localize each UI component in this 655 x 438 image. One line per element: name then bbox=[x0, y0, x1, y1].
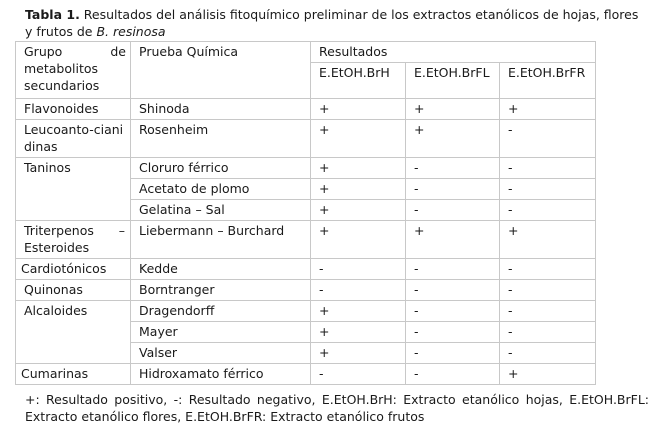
result-fr-cell: - bbox=[500, 200, 596, 221]
table-row bbox=[16, 99, 596, 120]
result-fl-cell: - bbox=[406, 280, 500, 301]
table-row bbox=[16, 364, 596, 385]
result-fr-cell: - bbox=[500, 259, 596, 280]
result-fr-cell: + bbox=[500, 364, 596, 385]
test-cell: Rosenheim bbox=[131, 120, 311, 158]
header-col-h bbox=[311, 63, 406, 99]
group-cell: Quinonas bbox=[16, 280, 131, 301]
test-cell: Hidroxamato férrico bbox=[131, 364, 311, 385]
table-footnote: +: Resultado positivo, -: Resultado negativo, E.EtOH.BrH: Extracto etanólico hojas, E.EtOH.BrFL: Extracto etanólico flores, E.EtOH.BrFR: Extracto etanólico frutos bbox=[25, 392, 649, 424]
header-col-fl-label: E.EtOH.BrFL bbox=[414, 65, 490, 80]
result-fl-cell: - bbox=[406, 343, 500, 364]
test-cell: Shinoda bbox=[131, 99, 311, 120]
result-fr-cell: - bbox=[500, 280, 596, 301]
test-cell: Cloruro férrico bbox=[131, 158, 311, 179]
test-cell: Kedde bbox=[131, 259, 311, 280]
header-col-fr bbox=[500, 63, 596, 99]
caption-label: Tabla 1. bbox=[25, 7, 80, 22]
result-h-cell: + bbox=[311, 343, 406, 364]
result-fr-cell: - bbox=[500, 158, 596, 179]
result-fl-cell: - bbox=[406, 259, 500, 280]
header-group bbox=[16, 42, 131, 99]
results-table bbox=[15, 41, 596, 385]
result-fl-cell: + bbox=[406, 221, 500, 259]
result-fl-cell: + bbox=[406, 99, 500, 120]
test-cell: Gelatina – Sal bbox=[131, 200, 311, 221]
result-fr-cell: + bbox=[500, 99, 596, 120]
test-cell: Mayer bbox=[131, 322, 311, 343]
result-fl-cell: - bbox=[406, 158, 500, 179]
header-col-fr-label: E.EtOH.BrFR bbox=[508, 65, 586, 80]
header-col-fl bbox=[406, 63, 500, 99]
result-h-cell: + bbox=[311, 301, 406, 322]
table-row bbox=[16, 221, 596, 259]
group-cell: Taninos bbox=[16, 158, 131, 221]
result-fr-cell: + bbox=[500, 221, 596, 259]
result-fl-cell: - bbox=[406, 322, 500, 343]
header-col-h-label: E.EtOH.BrH bbox=[319, 65, 390, 80]
result-h-cell: + bbox=[311, 99, 406, 120]
table-row bbox=[16, 280, 596, 301]
caption-species: B. resinosa bbox=[96, 24, 166, 39]
result-fr-cell: - bbox=[500, 120, 596, 158]
test-cell: Acetato de plomo bbox=[131, 179, 311, 200]
result-h-cell: + bbox=[311, 158, 406, 179]
result-fl-cell: + bbox=[406, 120, 500, 158]
result-h-cell: + bbox=[311, 221, 406, 259]
group-cell bbox=[16, 120, 131, 158]
group-cell bbox=[16, 221, 131, 259]
header-results: Resultados bbox=[311, 42, 596, 63]
group-cell: Cumarinas bbox=[16, 364, 131, 385]
result-fr-cell: - bbox=[500, 343, 596, 364]
header-test: Prueba Química bbox=[131, 42, 311, 99]
header-group-label: Grupo de metabolitos secundarios bbox=[24, 44, 126, 93]
test-cell: Valser bbox=[131, 343, 311, 364]
table-row bbox=[16, 158, 596, 179]
result-fr-cell: - bbox=[500, 301, 596, 322]
result-h-cell: - bbox=[311, 364, 406, 385]
group-cell-label: Triterpenos – Esteroides bbox=[24, 223, 125, 255]
result-fl-cell: - bbox=[406, 301, 500, 322]
table-row bbox=[16, 120, 596, 158]
test-cell: Liebermann – Burchard bbox=[131, 221, 311, 259]
result-fl-cell: - bbox=[406, 200, 500, 221]
table-row bbox=[16, 259, 596, 280]
result-h-cell: - bbox=[311, 280, 406, 301]
result-fr-cell: - bbox=[500, 322, 596, 343]
result-h-cell: + bbox=[311, 200, 406, 221]
result-fr-cell: - bbox=[500, 179, 596, 200]
group-cell: Cardiotónicos bbox=[16, 259, 131, 280]
result-h-cell: + bbox=[311, 120, 406, 158]
result-h-cell: + bbox=[311, 322, 406, 343]
caption-text: Resultados del análisis fitoquímico preliminar de los extractos etanólicos de hojas, flores y frutos de bbox=[25, 7, 639, 39]
group-cell: Alcaloides bbox=[16, 301, 131, 364]
table-row bbox=[16, 301, 596, 322]
group-cell: Flavonoides bbox=[16, 99, 131, 120]
table-caption bbox=[25, 6, 649, 40]
result-h-cell: - bbox=[311, 259, 406, 280]
result-fl-cell: - bbox=[406, 179, 500, 200]
group-cell-label: Leucoanto-cianidinas bbox=[24, 122, 124, 154]
result-h-cell: + bbox=[311, 179, 406, 200]
result-fl-cell: - bbox=[406, 364, 500, 385]
test-cell: Dragendorff bbox=[131, 301, 311, 322]
header-row-1 bbox=[16, 42, 596, 63]
test-cell: Borntranger bbox=[131, 280, 311, 301]
